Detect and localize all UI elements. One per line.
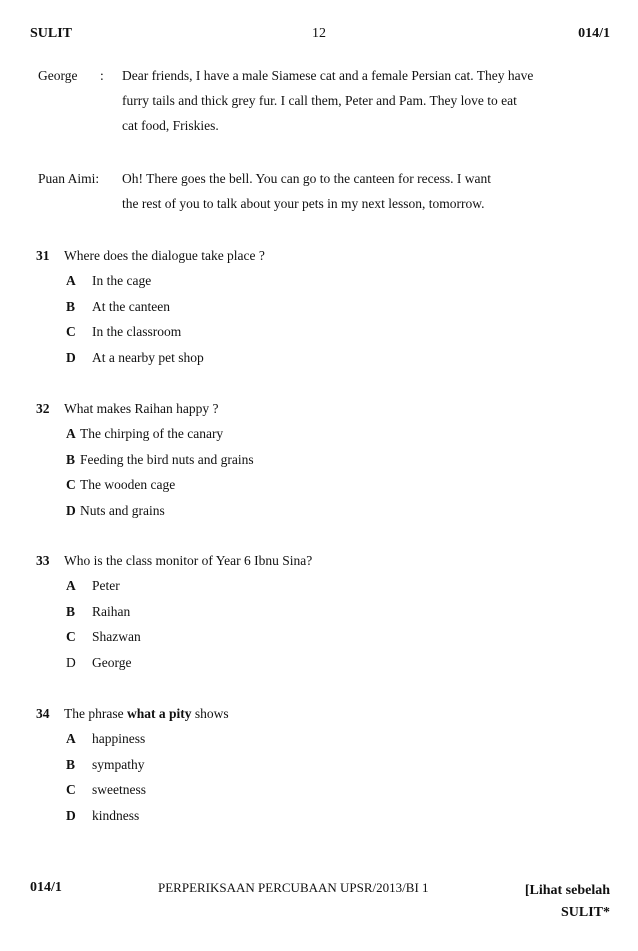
question-31 (36, 243, 616, 370)
option-text: Feeding the bird nuts and grains (80, 451, 254, 467)
question-stem (36, 396, 616, 421)
question-34 (36, 701, 616, 828)
question-text: Where does the dialogue take place ? (64, 248, 265, 263)
option-letter: B (66, 298, 76, 314)
question-text: Who is the class monitor of Year 6 Ibnu Sina? (64, 553, 313, 568)
option-letter: C (66, 782, 76, 797)
footer-code: 014/1 (30, 880, 62, 895)
dialogue-line: the rest of you to talk about your pets in my next lesson, tomorrow. (122, 196, 485, 211)
question-phrase: what a pity (126, 706, 192, 721)
footer-right (525, 880, 610, 924)
option-text: Peter (92, 578, 120, 593)
option-c (36, 319, 616, 345)
option-a (36, 268, 616, 294)
option-d (36, 498, 616, 524)
dialogue-line: Dear friends, I have a male Siamese cat and a female Persian cat. They have (122, 68, 534, 83)
dialogue-text (122, 166, 608, 216)
question-number: 33 (36, 553, 50, 568)
question-stem (36, 548, 616, 573)
question-32 (36, 396, 616, 523)
question-33 (36, 548, 616, 675)
option-text: sweetness (92, 782, 146, 797)
option-text: George (92, 654, 132, 670)
option-letter: A (66, 578, 76, 593)
dialogue-line: cat food, Friskies. (122, 118, 219, 133)
option-text: Nuts and grains (80, 502, 165, 518)
option-text: In the cage (92, 273, 152, 288)
footer-exam-title: PERPERIKSAAN PERCUBAAN UPSR/2013/BI 1 (158, 880, 429, 895)
option-text: sympathy (92, 756, 145, 772)
option-text: happiness (92, 731, 146, 746)
dialogue-line: furry tails and thick grey fur. I call them, Peter and Pam. They love to eat (122, 93, 517, 108)
option-letter: D (66, 502, 76, 518)
question-number: 31 (36, 248, 50, 263)
question-text: shows (191, 706, 229, 721)
page-number: 12 (312, 26, 326, 41)
option-letter: D (66, 349, 76, 365)
option-a (36, 573, 616, 599)
option-text: The chirping of the canary (80, 426, 224, 441)
option-letter: B (66, 603, 76, 619)
option-text: kindness (92, 807, 140, 823)
speaker-name: George (38, 68, 78, 83)
option-b (36, 599, 616, 625)
dialogue-line: Oh! There goes the bell. You can go to the canteen for recess. I want (122, 171, 492, 186)
header-classification: SULIT (30, 26, 73, 41)
option-text: Shazwan (92, 629, 141, 644)
question-text: The phrase (64, 706, 127, 721)
footer-turn-over: [Lihat sebelah (524, 883, 610, 898)
option-text: In the classroom (92, 324, 182, 339)
paper-code: 014/1 (578, 26, 610, 41)
option-letter: D (66, 807, 76, 823)
option-letter: C (66, 477, 76, 492)
question-number: 34 (36, 706, 50, 721)
option-c (36, 777, 616, 803)
option-letter: B (66, 756, 76, 772)
dialogue-george (38, 63, 608, 138)
option-letter: A (66, 426, 76, 441)
question-text: What makes Raihan happy ? (64, 401, 219, 416)
question-stem (36, 701, 616, 726)
dialogue-text (122, 63, 608, 138)
option-letter: D (66, 654, 76, 670)
dialogue-puan-aimi (38, 166, 608, 216)
option-letter: C (66, 324, 76, 339)
option-b (36, 294, 616, 320)
speaker-colon: : (100, 68, 104, 83)
option-letter: B (66, 451, 76, 467)
footer-classification: SULIT* (560, 905, 610, 920)
option-d (36, 650, 616, 676)
option-text: Raihan (92, 603, 131, 619)
option-text: At the canteen (92, 298, 170, 314)
question-stem (36, 243, 616, 268)
speaker-name: Puan Aimi: (38, 171, 100, 186)
option-letter: A (66, 731, 76, 746)
option-b (36, 752, 616, 778)
option-letter: A (66, 273, 76, 288)
option-b (36, 447, 616, 473)
option-text: At a nearby pet shop (92, 349, 204, 365)
option-a (36, 726, 616, 752)
option-c (36, 472, 616, 498)
option-text: The wooden cage (80, 477, 176, 492)
option-c (36, 624, 616, 650)
option-d (36, 345, 616, 371)
option-d (36, 803, 616, 829)
option-a (36, 421, 616, 447)
option-letter: C (66, 629, 76, 644)
question-number: 32 (36, 401, 50, 416)
